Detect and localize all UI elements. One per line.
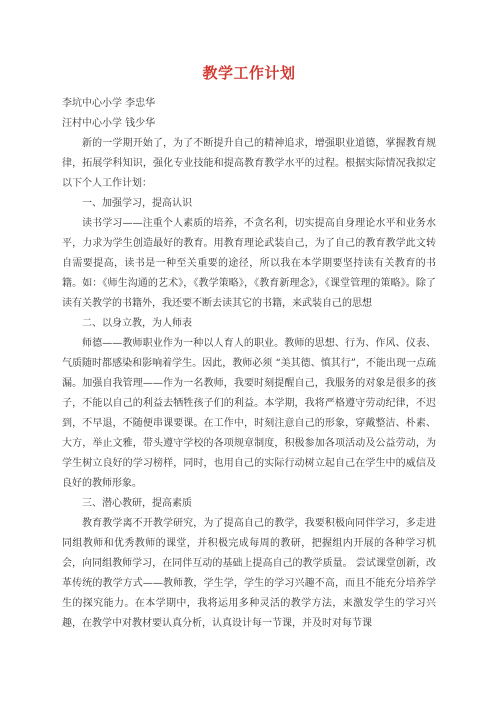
author-line-2: 汪村中心小学 钱少华 (62, 118, 156, 129)
section-2-heading: 二、以身立教，为人师表 (82, 318, 192, 329)
section-1-heading: 一、加强学习，提高认识 (82, 198, 192, 209)
section-2-body: 师德——教师职业作为一种以人育人的职业。教师的思想、行为、作风、仪表、气质随时都感染和影响着学生。因此，教师必须 “美其德、慎其行”，不能出现一点疏漏。加强自我管理——作为一名教师，我要时刻提醒自己，我服务的对象是很多的孩子，不能以自己的利益去牺牲孩子们的利益。本学期，我将严格遵守劳动纪律，不迟到，不早退，不随便串课要课。在工作中，时刻注意自己的形象，穿戴整洁、朴素、大方，举止文雅，带头遵守学校的各项规章制度，积极参加各项活动及公益劳动，为学生树立良好的学习榜样，同时，也用自己的实际行动树立起自己在学生中的威信及良好的教师形象。 (62, 338, 436, 489)
author-line-1: 李坑中心小学 李忠华 (62, 98, 156, 109)
section-1-body: 读书学习——注重个人素质的培养，不贪名利，切实提高自身理论水平和业务水平，力求为学生创造最好的教育。用教育理论武装自己，为了自己的教育教学此文转自需要提高，读书是一种至关重要的途径，所以我在本学期要坚持读有关教育的书籍。如：《师生沟通的艺术》，《教学策略》，《教育新理念》，《课堂管理的策略》。除了读有关教学的书籍外，我还要不断去读其它的书籍，来武装自己的思想 (62, 218, 436, 309)
document-title: 教学工作计划 (202, 64, 296, 82)
section-3-body: 教育教学离不开教学研究，为了提高自己的教学，我要积极向同伴学习，多走进同组教师和优秀教师的课堂，并积极完成每周的教研，把握组内开展的各种学习机会，向同组教师学习，在同伴互动的基础上提高自己的教学质量。 尝试课堂创新，改革传统的教学方式——教师教，学生学，学生的学习兴趣不高，而且不能充分培养学生的探究能力。在本学期中，我将运用多种灵活的教学方法，来激发学生的学习兴趣，在教学中对教材要认真分析，认真设计每一节课，并及时对每节课 (62, 518, 436, 629)
intro-paragraph: 新的一学期开始了，为了不断提升自己的精神追求，增强职业道德，掌握教育规律，拓展学科知识，强化专业技能和提高教育教学水平的过程。根据实际情况我拟定以下个人工作计划： (62, 138, 436, 189)
section-3-heading: 三、潜心教研，提高素质 (82, 498, 192, 509)
